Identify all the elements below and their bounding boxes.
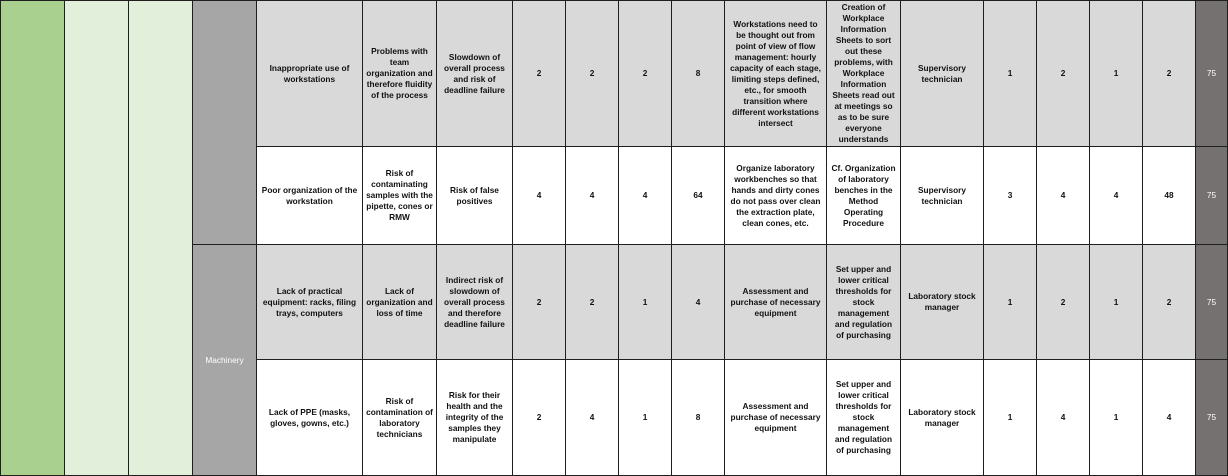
score-cell: 75 [1196, 1, 1228, 147]
score-cell: 75 [1196, 360, 1228, 476]
residual-severity-cell: 3 [984, 147, 1037, 245]
failure-cell: Lack of PPE (masks, gloves, gowns, etc.) [257, 360, 363, 476]
occurrence-cell: 2 [566, 245, 619, 360]
effect-cell: Slowdown of overall process and risk of deadline failure [437, 1, 513, 147]
failure-cell: Poor organization of the workstation [257, 147, 363, 245]
effect-cell: Risk for their health and the integrity of the samples they manipulate [437, 360, 513, 476]
residual-criticality-cell: 48 [1143, 147, 1196, 245]
residual-detection-cell: 1 [1090, 360, 1143, 476]
severity-cell: 2 [513, 1, 566, 147]
severity-cell: 2 [513, 245, 566, 360]
table-row [1, 1, 1228, 147]
action-cell: Assessment and purchase of necessary equipment [725, 360, 827, 476]
category-label: Machinery [193, 245, 257, 476]
measure-cell: Set upper and lower critical thresholds for stock management and regulation of purchasing [827, 360, 901, 476]
owner-cell: Laboratory stock manager [901, 360, 984, 476]
group-cell-3 [129, 1, 193, 476]
residual-criticality-cell: 2 [1143, 245, 1196, 360]
group-cell-1 [1, 1, 65, 476]
severity-cell: 2 [513, 360, 566, 476]
failure-cell: Lack of practical equipment: racks, filing trays, computers [257, 245, 363, 360]
owner-cell: Supervisory technician [901, 1, 984, 147]
measure-cell: Creation of Workplace Information Sheets to sort out these problems, with Workplace Information Sheets read out at meetings so as to be sure everyone understands [827, 1, 901, 147]
failure-cell: Inappropriate use of workstations [257, 1, 363, 147]
detection-cell: 1 [619, 360, 672, 476]
score-cell: 75 [1196, 245, 1228, 360]
group-cell-2 [65, 1, 129, 476]
effect-cell: Risk of false positives [437, 147, 513, 245]
measure-cell: Cf. Organization of laboratory benches in the Method Operating Procedure [827, 147, 901, 245]
detection-cell: 4 [619, 147, 672, 245]
residual-severity-cell: 1 [984, 245, 1037, 360]
residual-severity-cell: 1 [984, 1, 1037, 147]
measure-cell: Set upper and lower critical thresholds for stock management and regulation of purchasing [827, 245, 901, 360]
detection-cell: 2 [619, 1, 672, 147]
cause-cell: Problems with team organization and therefore fluidity of the process [363, 1, 437, 147]
owner-cell: Supervisory technician [901, 147, 984, 245]
criticality-cell: 8 [672, 360, 725, 476]
category-cell [193, 1, 257, 245]
criticality-cell: 4 [672, 245, 725, 360]
residual-occurrence-cell: 2 [1037, 1, 1090, 147]
residual-occurrence-cell: 4 [1037, 147, 1090, 245]
occurrence-cell: 4 [566, 147, 619, 245]
occurrence-cell: 2 [566, 1, 619, 147]
cause-cell: Risk of contaminating samples with the pipette, cones or RMW [363, 147, 437, 245]
residual-criticality-cell: 2 [1143, 1, 1196, 147]
residual-detection-cell: 1 [1090, 1, 1143, 147]
occurrence-cell: 4 [566, 360, 619, 476]
cause-cell: Risk of contamination of laboratory technicians [363, 360, 437, 476]
score-cell: 75 [1196, 147, 1228, 245]
effect-cell: Indirect risk of slowdown of overall process and therefore deadline failure [437, 245, 513, 360]
residual-severity-cell: 1 [984, 360, 1037, 476]
action-cell: Workstations need to be thought out from point of view of flow management: hourly capacity of each stage, limiting steps defined, etc., for smooth transition where different workstations intersect [725, 1, 827, 147]
criticality-cell: 8 [672, 1, 725, 147]
residual-detection-cell: 1 [1090, 245, 1143, 360]
action-cell: Organize laboratory workbenches so that hands and dirty cones do not pass over clean the extraction plate, clean cones, etc. [725, 147, 827, 245]
residual-criticality-cell: 4 [1143, 360, 1196, 476]
cause-cell: Lack of organization and loss of time [363, 245, 437, 360]
severity-cell: 4 [513, 147, 566, 245]
residual-occurrence-cell: 4 [1037, 360, 1090, 476]
owner-cell: Laboratory stock manager [901, 245, 984, 360]
action-cell: Assessment and purchase of necessary equipment [725, 245, 827, 360]
criticality-cell: 64 [672, 147, 725, 245]
residual-occurrence-cell: 2 [1037, 245, 1090, 360]
residual-detection-cell: 4 [1090, 147, 1143, 245]
detection-cell: 1 [619, 245, 672, 360]
